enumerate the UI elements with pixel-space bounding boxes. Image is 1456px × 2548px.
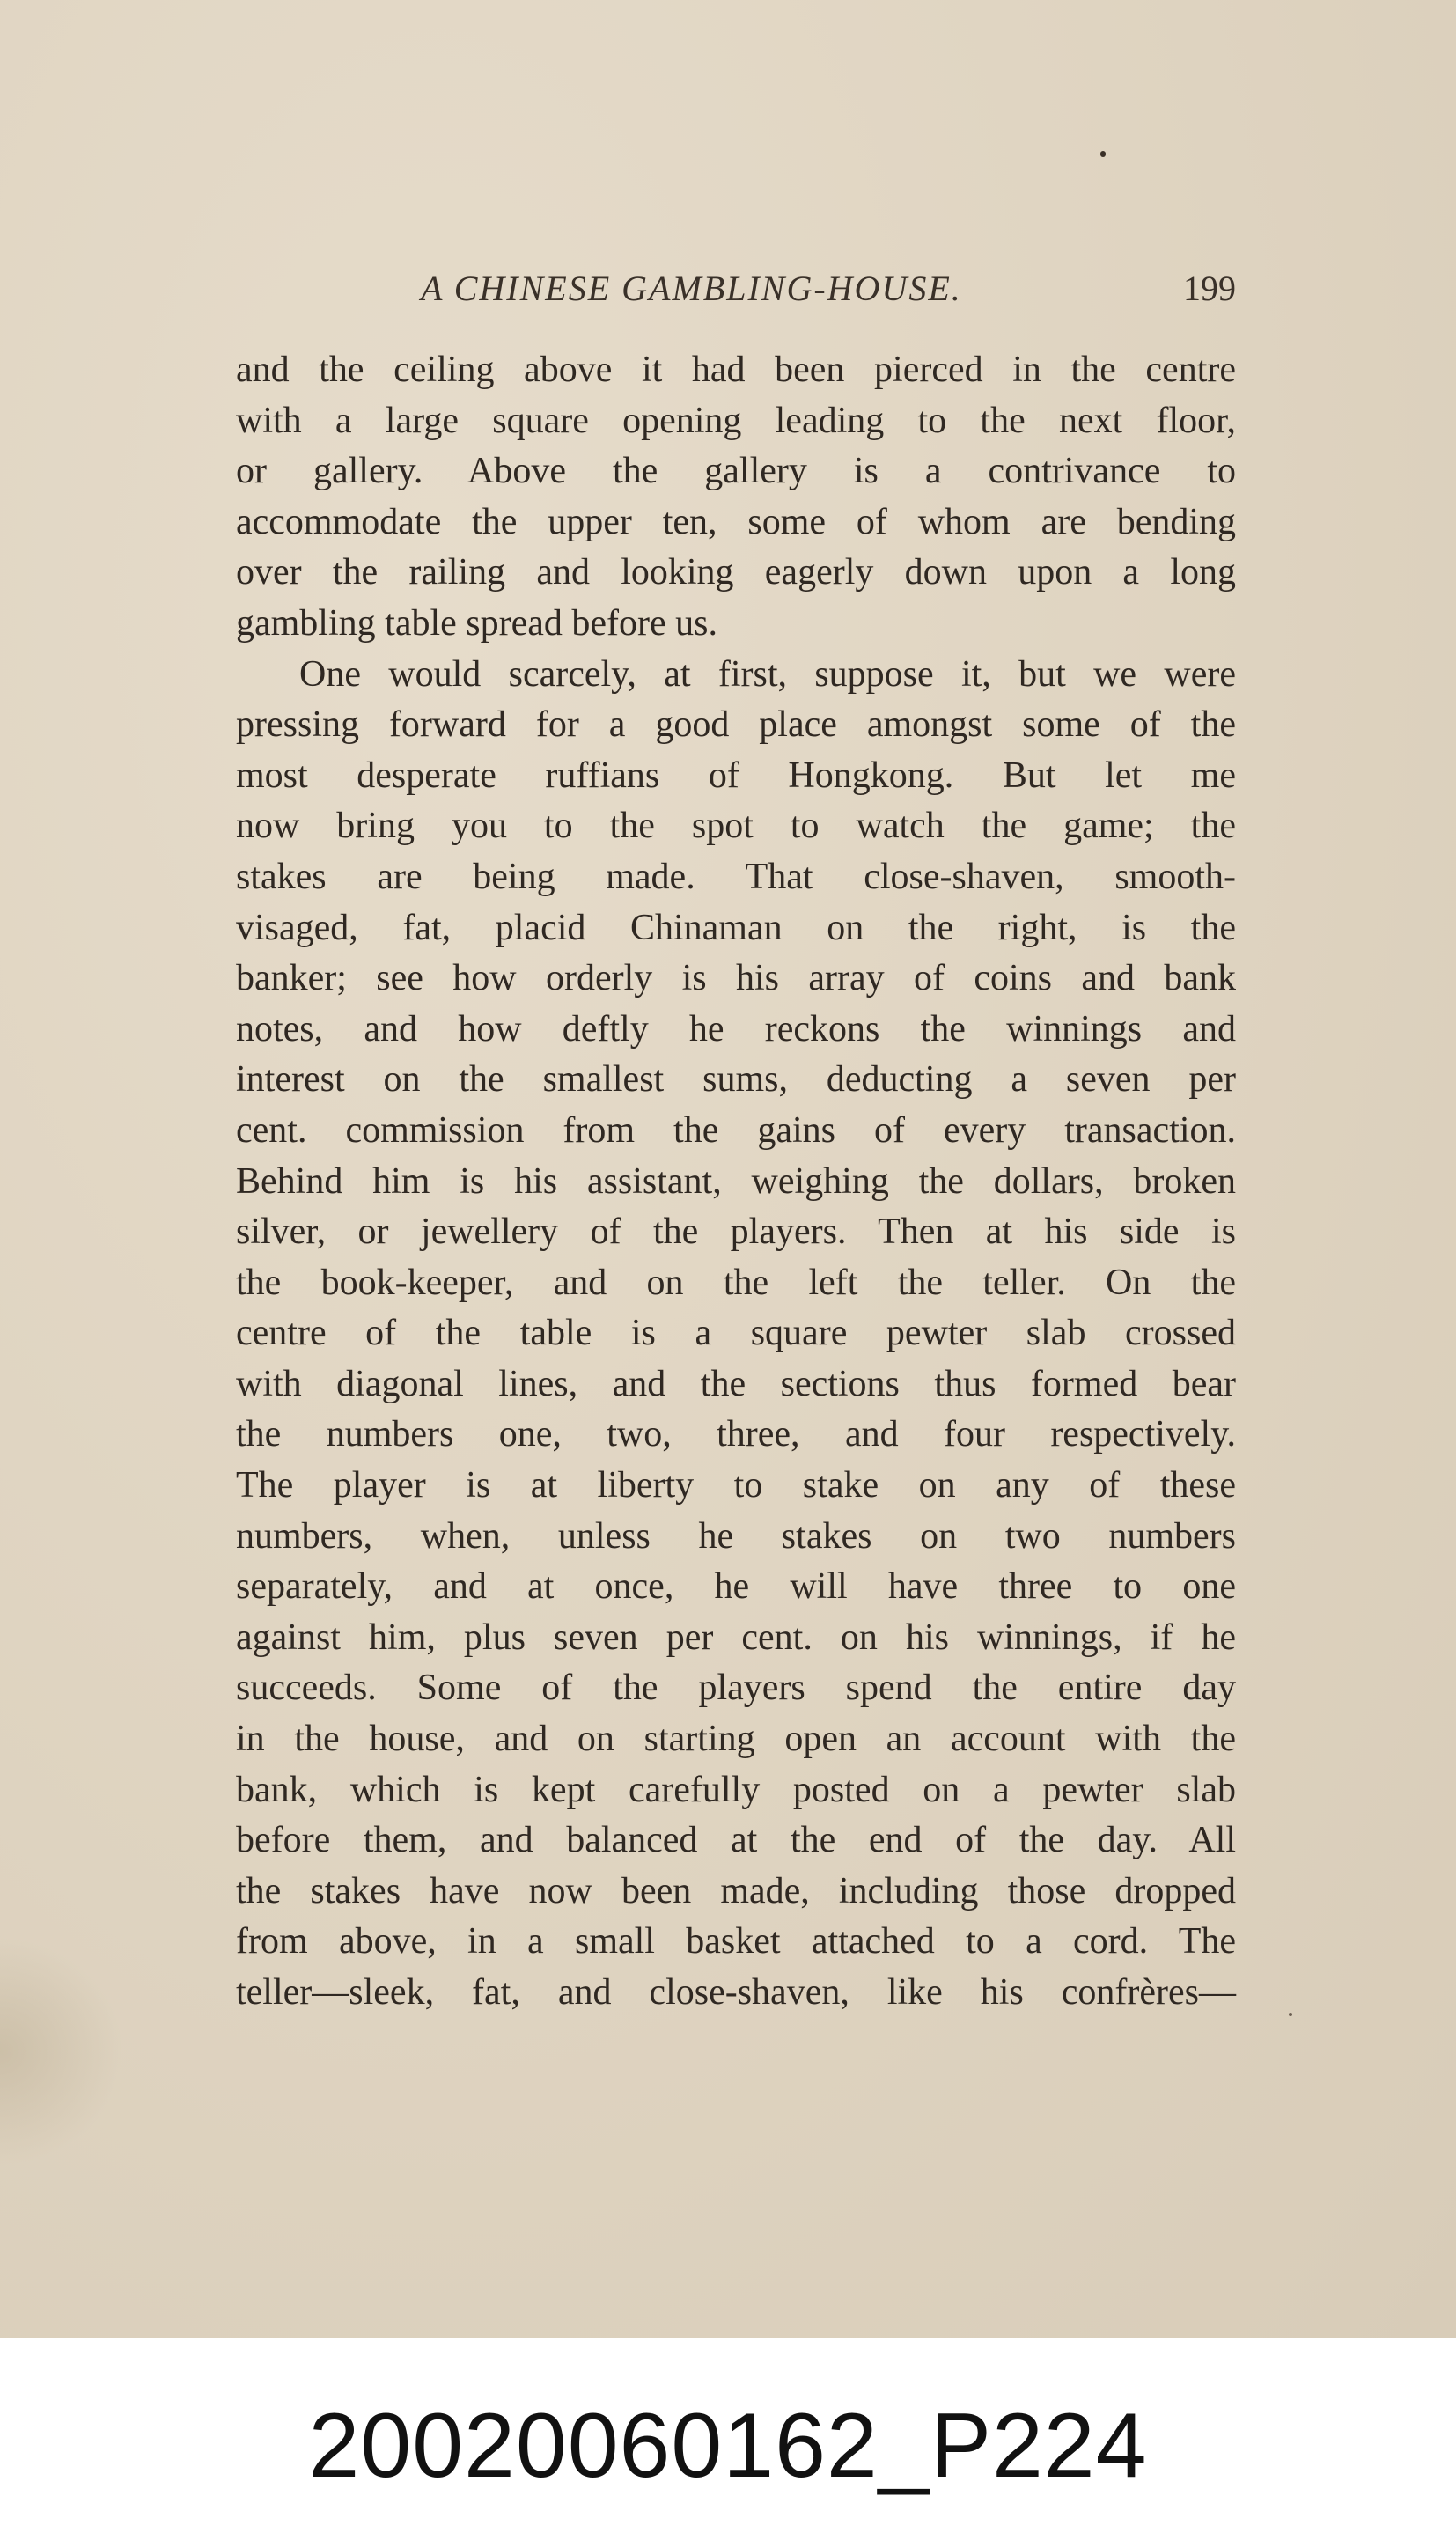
text-line: now bring you to the spot to watch the game; the <box>236 806 1236 847</box>
catalog-id: 20020060162_P224 <box>308 2395 1148 2497</box>
text-line: succeeds. Some of the players spend the entire day <box>236 1668 1236 1709</box>
text-line: separately, and at once, he will have three to one <box>236 1566 1236 1608</box>
ink-speck <box>1289 2013 1292 2016</box>
ink-speck <box>1100 151 1106 157</box>
text-line: gambling table spread before us. <box>236 602 717 644</box>
text-line: most desperate ruffians of Hongkong. But let me <box>236 755 1236 796</box>
running-head <box>236 264 1236 317</box>
text-line: numbers, when, unless he stakes on two numbers <box>236 1515 1236 1557</box>
text-line: bank, which is kept carefully posted on a pewter slab <box>236 1769 1236 1810</box>
text-line: notes, and how deftly he reckons the winnings and <box>236 1008 1236 1049</box>
text-line: teller—sleek, fat, and close-shaven, like his confrères— <box>236 1972 1236 2013</box>
paper-stain <box>0 1937 123 2166</box>
text-line: from above, in a small basket attached to a cord. The <box>236 1921 1236 1963</box>
text-line: One would scarcely, at first, suppose it, but we were <box>299 653 1236 695</box>
text-line: visaged, fat, placid Chinaman on the right, is the <box>236 907 1236 948</box>
text-line: with a large square opening leading to the next floor, <box>236 400 1236 441</box>
text-line: stakes are being made. That close-shaven, smooth- <box>236 856 1236 897</box>
text-line: or gallery. Above the gallery is a contrivance to <box>236 451 1236 492</box>
text-line: in the house, and on starting open an account with the <box>236 1719 1236 1760</box>
page-number: 199 <box>1183 269 1236 308</box>
catalog-footer <box>0 2338 1456 2548</box>
text-line: the stakes have now been made, including those dropped <box>236 1870 1236 1911</box>
text-line: accommodate the upper ten, some of whom are bending <box>236 501 1236 542</box>
text-line: The player is at liberty to stake on any of these <box>236 1465 1236 1506</box>
running-title: A CHINESE GAMBLING-HOUSE. <box>421 269 962 308</box>
text-line: pressing forward for a good place amongst some of the <box>236 704 1236 746</box>
text-line: with diagonal lines, and the sections thus formed bear <box>236 1363 1236 1404</box>
text-line: Behind him is his assistant, weighing the dollars, broken <box>236 1160 1236 1202</box>
text-line: against him, plus seven per cent. on his winnings, if he <box>236 1616 1236 1658</box>
text-line: over the railing and looking eagerly down upon a long <box>236 552 1236 593</box>
text-line: banker; see how orderly is his array of coins and bank <box>236 958 1236 999</box>
text-line: silver, or jewellery of the players. Then at his side is <box>236 1211 1236 1253</box>
text-line: cent. commission from the gains of every transaction. <box>236 1109 1236 1151</box>
text-line: interest on the smallest sums, deducting a seven per <box>236 1059 1236 1101</box>
text-line: centre of the table is a square pewter slab crossed <box>236 1313 1236 1354</box>
text-line: the numbers one, two, three, and four respectively. <box>236 1414 1236 1455</box>
body-text <box>236 345 1236 2019</box>
text-line: and the ceiling above it had been pierced in the centre <box>236 350 1236 390</box>
text-line: the book-keeper, and on the left the teller. On the <box>236 1262 1236 1303</box>
text-line: before them, and balanced at the end of the day. All <box>236 1820 1236 1861</box>
